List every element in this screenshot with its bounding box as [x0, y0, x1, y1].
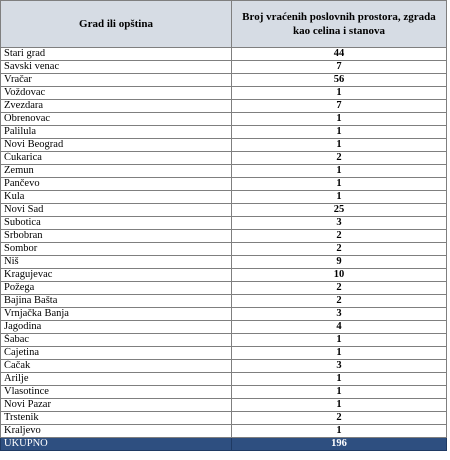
table-body: [1, 48, 447, 438]
count-cell: 2: [232, 295, 447, 308]
total-row: [1, 438, 447, 451]
table-row: [1, 282, 447, 295]
count-cell: 1: [232, 178, 447, 191]
table-row: [1, 74, 447, 87]
count-cell: 3: [232, 217, 447, 230]
city-name-cell: Novi Sad: [1, 204, 232, 217]
table-row: [1, 386, 447, 399]
table-row: [1, 269, 447, 282]
city-name-cell: Trstenik: [1, 412, 232, 425]
count-cell: 3: [232, 308, 447, 321]
table-row: [1, 113, 447, 126]
count-cell: 1: [232, 425, 447, 438]
table-row: [1, 191, 447, 204]
city-name-cell: Jagodina: [1, 321, 232, 334]
city-name-cell: Zvezdara: [1, 100, 232, 113]
count-cell: 2: [232, 412, 447, 425]
table-row: [1, 321, 447, 334]
table-row: [1, 373, 447, 386]
count-cell: 2: [232, 243, 447, 256]
city-name-cell: Arilje: [1, 373, 232, 386]
table-row: [1, 256, 447, 269]
table-row: [1, 308, 447, 321]
count-cell: 2: [232, 152, 447, 165]
city-name-cell: Kraljevo: [1, 425, 232, 438]
count-cell: 1: [232, 399, 447, 412]
table-row: [1, 61, 447, 74]
table-row: [1, 230, 447, 243]
city-name-cell: Zemun: [1, 165, 232, 178]
city-name-cell: Ćajetina: [1, 347, 232, 360]
table-row: [1, 217, 447, 230]
count-cell: 10: [232, 269, 447, 282]
city-name-cell: Šabac: [1, 334, 232, 347]
count-cell: 1: [232, 334, 447, 347]
count-cell: 1: [232, 126, 447, 139]
count-cell: 9: [232, 256, 447, 269]
count-cell: 44: [232, 48, 447, 61]
count-cell: 1: [232, 165, 447, 178]
table-row: [1, 243, 447, 256]
table-row: [1, 178, 447, 191]
city-name-cell: Novi Beograd: [1, 139, 232, 152]
count-cell: 2: [232, 282, 447, 295]
city-name-cell: Kula: [1, 191, 232, 204]
count-cell: 3: [232, 360, 447, 373]
table-row: [1, 87, 447, 100]
table-row: [1, 347, 447, 360]
count-cell: 1: [232, 191, 447, 204]
table-row: [1, 425, 447, 438]
header-row: [1, 1, 447, 48]
count-cell: 1: [232, 386, 447, 399]
city-name-cell: Vlasotince: [1, 386, 232, 399]
city-name-cell: Vračar: [1, 74, 232, 87]
city-name-cell: Pančevo: [1, 178, 232, 191]
city-name-cell: Subotica: [1, 217, 232, 230]
count-cell: 7: [232, 61, 447, 74]
table-row: [1, 48, 447, 61]
table-row: [1, 139, 447, 152]
city-name-cell: Vrnjačka Banja: [1, 308, 232, 321]
city-name-cell: Požega: [1, 282, 232, 295]
city-name-cell: Kragujevac: [1, 269, 232, 282]
count-cell: 1: [232, 139, 447, 152]
city-name-cell: Srbobran: [1, 230, 232, 243]
table-row: [1, 412, 447, 425]
count-cell: 1: [232, 113, 447, 126]
table-row: [1, 165, 447, 178]
table-row: [1, 152, 447, 165]
count-cell: 1: [232, 347, 447, 360]
table-row: [1, 100, 447, 113]
city-name-cell: Čačak: [1, 360, 232, 373]
header-count: Broj vraćenih poslovnih prostora, zgrada kao celina i stanova: [232, 1, 447, 48]
table-row: [1, 360, 447, 373]
count-cell: 25: [232, 204, 447, 217]
city-name-cell: Niš: [1, 256, 232, 269]
count-cell: 1: [232, 373, 447, 386]
table-row: [1, 295, 447, 308]
table-row: [1, 126, 447, 139]
city-name-cell: Sombor: [1, 243, 232, 256]
total-value: 196: [232, 438, 447, 451]
city-name-cell: Stari grad: [1, 48, 232, 61]
city-name-cell: Savski venac: [1, 61, 232, 74]
count-cell: 56: [232, 74, 447, 87]
total-label: UKUPNO: [1, 438, 232, 451]
city-name-cell: Čukarica: [1, 152, 232, 165]
city-name-cell: Voždovac: [1, 87, 232, 100]
count-cell: 4: [232, 321, 447, 334]
count-cell: 2: [232, 230, 447, 243]
city-name-cell: Obrenovac: [1, 113, 232, 126]
table-row: [1, 334, 447, 347]
count-cell: 7: [232, 100, 447, 113]
city-name-cell: Palilula: [1, 126, 232, 139]
header-city: Grad ili opština: [1, 1, 232, 48]
city-name-cell: Bajina Bašta: [1, 295, 232, 308]
table-row: [1, 399, 447, 412]
table-row: [1, 204, 447, 217]
city-name-cell: Novi Pazar: [1, 399, 232, 412]
count-cell: 1: [232, 87, 447, 100]
